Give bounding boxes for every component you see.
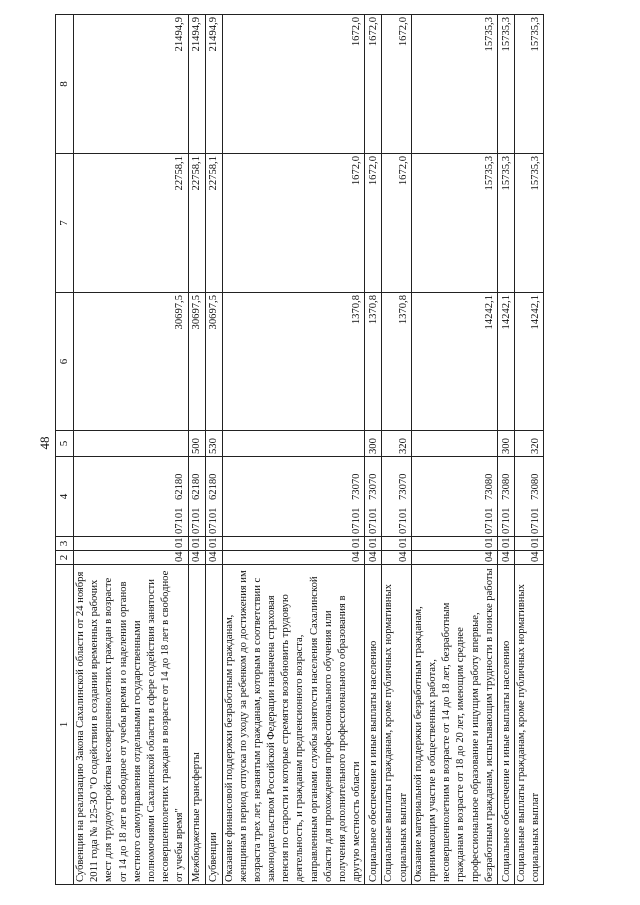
table-row — [205, 15, 222, 885]
row-target-article — [514, 457, 543, 537]
target-article-program: 07101 — [351, 507, 363, 534]
table-row — [222, 15, 365, 885]
row-amount-col8: 1672,0 — [382, 15, 411, 154]
row-subsection: 01 — [74, 537, 189, 551]
target-article-program: 07101 — [208, 507, 220, 534]
row-amount-col8: 15735,3 — [514, 15, 543, 154]
row-name: Субвенция на реализацию Закона Сахалинской области от 24 ноября 2011 года № 125-ЗО "О содействии в создании временных рабочих мест для трудоустройства несовершеннолетних граждан в возрасте от 14 до 18 лет в свободное от учебы время и о наделении органов местного самоуправления отдельными государственными полномочиями Сахалинской области в сфере содействия занятости несовершеннолетних граждан в возрасте от 14 до 18 лет в свободное от учебы время" — [74, 565, 189, 885]
header-col-3: 3 — [56, 537, 74, 551]
target-article-direction: 62180 — [191, 473, 203, 500]
row-name: Субвенции — [205, 565, 222, 885]
row-name: Оказание материальной поддержки безработным гражданам, принимающим участие в общественных работах, несовершеннолетним в возрасте от 14 до 18 лет, безработным гражданам в возрасте от 18 до 20 лет, имеющим среднее профессиональное образование и ищущим работу впервые, безработным гражданам, испытывающим трудности в поиске работы — [411, 565, 497, 885]
row-subsection: 01 — [205, 537, 222, 551]
row-amount-col7: 22758,1 — [188, 154, 205, 293]
page-number: 48 — [37, 436, 52, 450]
table-header-row — [56, 15, 74, 885]
table-row — [74, 15, 189, 885]
row-amount-col7: 15735,3 — [497, 154, 514, 293]
row-section: 04 — [365, 551, 382, 565]
row-amount-col7: 1672,0 — [382, 154, 411, 293]
row-target-article — [205, 457, 222, 537]
row-amount-col6: 14242,1 — [497, 293, 514, 431]
row-subsection: 01 — [222, 537, 365, 551]
row-section: 04 — [514, 551, 543, 565]
row-target-article — [382, 457, 411, 537]
row-section: 04 — [188, 551, 205, 565]
row-section: 04 — [382, 551, 411, 565]
row-amount-col7: 1672,0 — [365, 154, 382, 293]
row-expense-type: 300 — [497, 431, 514, 457]
row-subsection: 01 — [382, 537, 411, 551]
target-article-direction: 73070 — [368, 473, 380, 500]
row-amount-col8: 15735,3 — [411, 15, 497, 154]
row-section: 04 — [222, 551, 365, 565]
row-name: Оказание финансовой поддержки безработным гражданам, женщинам в период отпуска по уходу за ребенком до достижения им возраста трех лет, незанятым гражданам, которым в соответствии с законодательством Российской Федерации назначена страховая пенсия по старости и которые стремятся возобновить трудовую деятельность, и гражданам предпенсионного возраста, направленным органами службы занятости населения Сахалинской области для прохождения профессионального обучения или получения дополнительного профессионального образования в другую местность области — [222, 565, 365, 885]
row-subsection: 01 — [514, 537, 543, 551]
target-article-direction: 73070 — [351, 473, 363, 500]
budget-table — [55, 14, 544, 885]
row-name: Социальное обеспечение и иные выплаты населению — [365, 565, 382, 885]
target-article-direction: 73080 — [500, 473, 512, 500]
row-amount-col7: 15735,3 — [411, 154, 497, 293]
row-subsection: 01 — [411, 537, 497, 551]
row-section: 04 — [497, 551, 514, 565]
table-row — [188, 15, 205, 885]
row-amount-col7: 22758,1 — [74, 154, 189, 293]
target-article-direction: 73080 — [530, 473, 542, 500]
row-name: Социальное обеспечение и иные выплаты населению — [497, 565, 514, 885]
target-article-direction: 73080 — [483, 473, 495, 500]
header-col-4: 4 — [56, 457, 74, 537]
row-section: 04 — [74, 551, 189, 565]
header-col-2: 2 — [56, 551, 74, 565]
row-subsection: 01 — [188, 537, 205, 551]
row-subsection: 01 — [497, 537, 514, 551]
row-amount-col7: 15735,3 — [514, 154, 543, 293]
target-article-direction: 62180 — [174, 473, 186, 500]
target-article-program: 07101 — [530, 507, 542, 534]
row-expense-type: 500 — [188, 431, 205, 457]
row-expense-type: 320 — [382, 431, 411, 457]
row-amount-col8: 15735,3 — [497, 15, 514, 154]
row-amount-col6: 30697,5 — [205, 293, 222, 431]
row-amount-col8: 21494,9 — [205, 15, 222, 154]
row-amount-col8: 21494,9 — [74, 15, 189, 154]
row-amount-col6: 1370,8 — [365, 293, 382, 431]
row-target-article — [222, 457, 365, 537]
row-amount-col7: 22758,1 — [205, 154, 222, 293]
row-amount-col8: 1672,0 — [222, 15, 365, 154]
table-row — [411, 15, 497, 885]
table-row — [382, 15, 411, 885]
row-amount-col8: 1672,0 — [365, 15, 382, 154]
header-col-1: 1 — [56, 565, 74, 885]
table-row — [514, 15, 543, 885]
row-amount-col6: 30697,5 — [188, 293, 205, 431]
target-article-program: 07101 — [483, 507, 495, 534]
row-expense-type — [74, 431, 189, 457]
rotated-table-container — [55, 15, 615, 885]
row-target-article — [411, 457, 497, 537]
row-amount-col7: 1672,0 — [222, 154, 365, 293]
target-article-program: 07101 — [500, 507, 512, 534]
header-col-8: 8 — [56, 15, 74, 154]
row-target-article — [365, 457, 382, 537]
row-target-article — [188, 457, 205, 537]
table-row — [365, 15, 382, 885]
target-article-program: 07101 — [191, 507, 203, 534]
target-article-program: 07101 — [397, 507, 409, 534]
row-amount-col6: 14242,1 — [514, 293, 543, 431]
row-amount-col6: 30697,5 — [74, 293, 189, 431]
row-expense-type — [411, 431, 497, 457]
header-col-6: 6 — [56, 293, 74, 431]
row-expense-type: 530 — [205, 431, 222, 457]
row-target-article — [74, 457, 189, 537]
header-col-7: 7 — [56, 154, 74, 293]
row-expense-type: 300 — [365, 431, 382, 457]
row-section: 04 — [205, 551, 222, 565]
target-article-direction: 62180 — [208, 473, 220, 500]
row-amount-col6: 14242,1 — [411, 293, 497, 431]
header-col-5: 5 — [56, 431, 74, 457]
row-subsection: 01 — [365, 537, 382, 551]
row-amount-col6: 1370,8 — [222, 293, 365, 431]
target-article-program: 07101 — [368, 507, 380, 534]
row-name: Межбюджетные трансферты — [188, 565, 205, 885]
row-expense-type: 320 — [514, 431, 543, 457]
row-expense-type — [222, 431, 365, 457]
target-article-program: 07101 — [174, 507, 186, 534]
target-article-direction: 73070 — [397, 473, 409, 500]
row-target-article — [497, 457, 514, 537]
row-amount-col8: 21494,9 — [188, 15, 205, 154]
row-name: Социальные выплаты гражданам, кроме публичных нормативных социальных выплат — [382, 565, 411, 885]
row-name: Социальные выплаты гражданам, кроме публичных нормативных социальных выплат — [514, 565, 543, 885]
row-section: 04 — [411, 551, 497, 565]
row-amount-col6: 1370,8 — [382, 293, 411, 431]
table-row — [497, 15, 514, 885]
